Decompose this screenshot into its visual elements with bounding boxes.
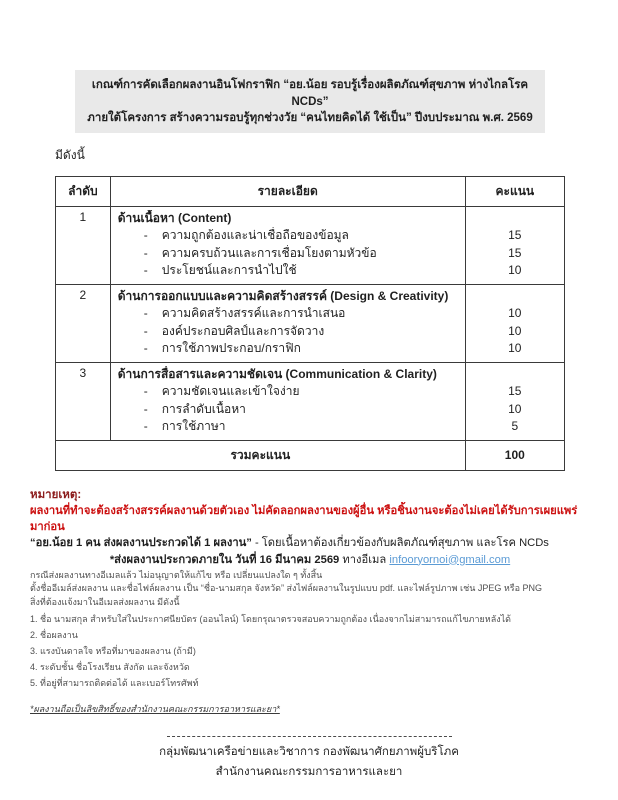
deadline-via: ทางอีเมล xyxy=(339,553,390,566)
criteria-table xyxy=(55,176,565,471)
section-title: ด้านเนื้อหา (Content) xyxy=(117,210,232,225)
criterion-label: ความชัดเจนและเข้าใจง่าย xyxy=(161,384,300,398)
criterion-item xyxy=(118,323,459,341)
criterion-label: ความครบถ้วนและการเชื่อมโยงตามหัวข้อ xyxy=(161,245,377,260)
score-spacer xyxy=(466,210,564,228)
notes-heading: หมายเหตุ: xyxy=(30,488,82,501)
title-line-2: ภายใต้โครงการ สร้างความรอบรู้ทุกช่วงวัย “คนไทยคิดได้ ใช้เป็น” ปีงบประมาณ พ.ศ. 2569 xyxy=(87,112,533,124)
table-row-section-3 xyxy=(56,362,565,440)
column-header-score: คะแนน xyxy=(465,176,564,206)
score-spacer xyxy=(466,366,564,384)
section-number: 2 xyxy=(56,284,111,362)
section-title: ด้านการออกแบบและความคิดสร้างสรรค์ (Design & Creativity) xyxy=(117,288,449,303)
total-label: รวมคะแนน xyxy=(56,440,466,470)
table-row-section-2 xyxy=(56,284,565,362)
list-item-5: 5. ที่อยู่ที่สามารถติดต่อได้ และเบอร์โทรศัพท์ xyxy=(30,678,199,688)
note-no-edit: กรณีส่งผลงานทางอีเมลแล้ว ไม่อนุญาตให้แก้ไข หรือ เปลี่ยนแปลงใด ๆ ทั้งสิ้น xyxy=(30,569,323,580)
list-item-2: 2. ชื่อผลงาน xyxy=(30,630,78,640)
footer-org-line-2: สำนักงานคณะกรรมการอาหารและยา xyxy=(215,766,403,778)
note-file-naming: ตั้งชื่ออีเมล์ส่งผลงาน และชื่อไฟล์ผลงาน เป็น “ชื่อ-นามสกุล จังหวัด” ส่งไฟล์ผลงานในรูปแบบ pdf. และไฟล์รูปภาพ เช่น JPEG หรือ PNG xyxy=(30,583,543,593)
criterion-item xyxy=(118,401,459,419)
criterion-label: การใช้ภาษา xyxy=(161,419,226,433)
column-header-details: รายละเอียด xyxy=(110,176,465,206)
criterion-score: 10 xyxy=(508,401,522,416)
criterion-score: 5 xyxy=(511,419,519,433)
footer-org-line-1: กลุ่มพัฒนาเครือข่ายและวิชาการ กองพัฒนาศักยภาพผู้บริโภค xyxy=(159,746,459,758)
dash-bullet: - xyxy=(143,384,148,398)
copyright-note: *ผลงานถือเป็นลิขสิทธิ์ของสำนักงานคณะกรรมการอาหารและยา* xyxy=(30,704,280,714)
dash-bullet: - xyxy=(143,245,148,260)
criterion-score: 10 xyxy=(508,263,522,277)
criterion-label: ความถูกต้องและน่าเชื่อถือของข้อมูล xyxy=(161,228,349,242)
plagiarism-warning: ผลงานที่ทำจะต้องสร้างสรรค์ผลงานด้วยตัวเอง ไม่คัดลอกผลงานของผู้อื่น หรือชิ้นงานจะต้องไม่เคยได้รับการเผยแพร่มาก่อน xyxy=(30,504,578,533)
list-item-3: 3. แรงบันดาลใจ หรือที่มาของผลงาน (ถ้ามี) xyxy=(30,646,196,656)
deadline-line xyxy=(30,552,590,569)
score-spacer xyxy=(466,288,564,306)
table-total-row xyxy=(56,440,565,470)
column-header-no: ลำดับ xyxy=(56,176,111,206)
notes-section xyxy=(30,487,590,717)
table-header-row xyxy=(56,176,565,206)
criterion-score: 15 xyxy=(508,384,522,398)
criterion-score: 15 xyxy=(508,228,522,242)
criterion-score: 10 xyxy=(508,341,522,355)
note-email-requirements: สิ่งที่ต้องแจ้งมาในอีเมลส่งผลงาน มีดังนี้ xyxy=(30,596,180,607)
criterion-item xyxy=(118,418,459,436)
title-line-1: เกณฑ์การคัดเลือกผลงานอินโฟกราฟิก “อย.น้อย รอบรู้เรื่องผลิตภัณฑ์สุขภาพ ห่างไกลโรค NCDs” xyxy=(91,79,529,108)
dash-bullet: - xyxy=(143,263,148,277)
criterion-label: ความคิดสร้างสรรค์และการนำเสนอ xyxy=(161,306,346,320)
list-item-1: 1. ชื่อ นามสกุล สำหรับใส่ในประกาศนียบัตร (ออนไลน์) โดยกรุณาตรวจสอบความถูกต้อง เนื่องจากไม่สามารถแก้ไขภายหลังได้ xyxy=(30,614,511,624)
dash-bullet: - xyxy=(143,228,148,242)
email-link[interactable]: infooryornoi@gmail.com xyxy=(389,553,511,566)
criterion-item xyxy=(118,383,459,401)
criterion-label: องค์ประกอบศิลป์และการจัดวาง xyxy=(161,323,325,338)
deadline-prefix: *ส่งผลงานประกวดภายใน xyxy=(109,553,236,566)
criterion-score: 10 xyxy=(508,306,522,320)
submission-rule-quote: “อย.น้อย 1 คน ส่งผลงานประกวดได้ 1 ผลงาน” xyxy=(30,536,252,549)
dash-bullet: - xyxy=(143,419,148,433)
section-number: 3 xyxy=(56,362,111,440)
criterion-item xyxy=(118,245,459,263)
criterion-score: 10 xyxy=(508,323,522,338)
criterion-item xyxy=(118,227,459,245)
criterion-score: 15 xyxy=(508,245,522,260)
total-score: 100 xyxy=(465,440,564,470)
dash-bullet: - xyxy=(143,341,148,355)
section-number: 1 xyxy=(56,206,111,284)
dash-bullet: - xyxy=(143,401,148,416)
submission-rule-detail: - โดยเนื้อหาต้องเกี่ยวข้องกับผลิตภัณฑ์สุขภาพ และโรค NCDs xyxy=(251,536,549,549)
dash-bullet: - xyxy=(143,323,148,338)
deadline-date: วันที่ 16 มีนาคม 2569 xyxy=(235,553,340,566)
footer-divider xyxy=(167,736,452,737)
criterion-label: การลำดับเนื้อหา xyxy=(161,401,246,416)
intro-text: มีดังนี้ xyxy=(55,147,85,162)
section-title: ด้านการสื่อสารและความชัดเจน (Communication & Clarity) xyxy=(117,366,437,381)
document-title-banner xyxy=(75,70,545,133)
submission-rule xyxy=(30,535,590,551)
table-row-section-1 xyxy=(56,206,565,284)
criterion-item xyxy=(118,305,459,323)
footer xyxy=(0,742,618,782)
criterion-item xyxy=(118,262,459,280)
criterion-label: ประโยชน์และการนำไปใช้ xyxy=(161,263,297,277)
list-item-4: 4. ระดับชั้น ชื่อโรงเรียน สังกัด และจังหวัด xyxy=(30,662,190,672)
dash-bullet: - xyxy=(143,306,148,320)
criterion-label: การใช้ภาพประกอบ/กราฟิก xyxy=(161,341,301,355)
criterion-item xyxy=(118,340,459,358)
required-info-list xyxy=(30,611,590,691)
